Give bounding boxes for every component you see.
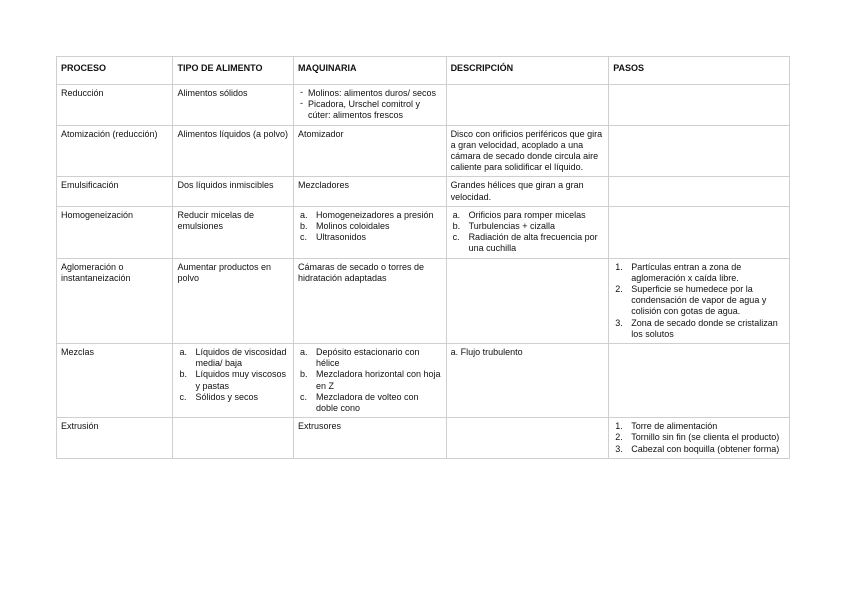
- header-proceso: PROCESO: [57, 57, 173, 85]
- table-row: [57, 418, 790, 459]
- list-text: Cabezal con boquilla (obtener forma): [631, 443, 780, 454]
- list-text: Mezcladora de volteo con doble cono: [315, 391, 419, 414]
- list-text: Tornillo sin fin (se clienta el producto): [631, 432, 780, 443]
- table-row: [57, 177, 790, 206]
- cell-maquinaria: [293, 206, 446, 258]
- list-text: Homogeneizadores a presión: [315, 209, 434, 220]
- list-text: Depósito estacionario con hélice: [315, 347, 420, 369]
- list-marker: b.: [299, 221, 308, 232]
- list-marker: b.: [452, 221, 461, 232]
- cell-proceso: Reducción: [57, 85, 173, 126]
- table-row: [57, 85, 790, 126]
- cell-descripcion: Grandes hélices que giran a gran velocidad.: [446, 177, 609, 206]
- cell-proceso: Homogeneización: [57, 206, 173, 258]
- cell-descripcion: [446, 206, 609, 258]
- list-text: Ultrasonidos: [315, 232, 366, 243]
- cell-proceso: Emulsificación: [57, 177, 173, 206]
- header-pasos: PASOS: [609, 57, 790, 85]
- list-item: [615, 261, 785, 284]
- cell-pasos: [609, 344, 790, 418]
- cell-pasos: [609, 85, 790, 126]
- list-text: Molinos coloidales: [315, 221, 390, 232]
- list-marker: c.: [452, 232, 460, 243]
- list-marker: 3.: [615, 443, 623, 454]
- list-item: [299, 221, 442, 232]
- cell-pasos: [609, 177, 790, 206]
- cell-descripcion: a. Flujo trubulento: [446, 344, 609, 418]
- list-item: [615, 432, 785, 443]
- list-marker: a.: [299, 347, 308, 358]
- table-row: [57, 258, 790, 343]
- cell-proceso: Aglomeración o instantaneización: [57, 258, 173, 343]
- list-text: Orificios para romper micelas: [468, 209, 586, 220]
- cell-proceso: Extrusión: [57, 418, 173, 459]
- list-text: Radiación de alta frecuencia por una cuchilla: [468, 232, 598, 254]
- list-text: Sólidos y secos: [195, 391, 258, 402]
- list-item: [299, 369, 442, 391]
- list-text: Torre de alimentación: [631, 421, 718, 432]
- list-marker: a.: [299, 209, 308, 220]
- cell-tipo: Reducir micelas de emulsiones: [173, 206, 293, 258]
- list-marker: c.: [179, 391, 187, 402]
- cell-descripcion: Disco con orificios periféricos que gira a gran velocidad, acoplado a una cámara de secado donde circula aire caliente para solidificar el líquido.: [446, 125, 609, 177]
- cell-tipo: Alimentos sólidos: [173, 85, 293, 126]
- cell-pasos: [609, 206, 790, 258]
- cell-maquinaria: [293, 85, 446, 126]
- list-item: [452, 209, 605, 221]
- list-marker: 3.: [615, 317, 623, 328]
- header-maquinaria: MAQUINARIA: [293, 57, 446, 85]
- cell-proceso: Mezclas: [57, 344, 173, 418]
- list-text: Superficie se humedece por la condensación de vapor de agua y colisión con gotas de agua.: [631, 284, 767, 317]
- list-marker: b.: [299, 369, 308, 380]
- process-table: [56, 56, 790, 459]
- cell-proceso: Atomización (reducción): [57, 125, 173, 177]
- cell-maquinaria: [293, 344, 446, 418]
- list-text: Líquidos de viscosidad media/ baja: [195, 347, 287, 369]
- header-tipo: TIPO DE ALIMENTO: [173, 57, 293, 85]
- table-row: [57, 344, 790, 418]
- list-marker: b.: [179, 369, 187, 380]
- list-item: - Picadora, Urschel comitrol y cúter: alimentos frescos: [308, 99, 442, 121]
- list-item: [179, 347, 288, 369]
- cell-maquinaria: Cámaras de secado o torres de hidratación adaptadas: [293, 258, 446, 343]
- cell-tipo: Dos líquidos inmiscibles: [173, 177, 293, 206]
- table-row: [57, 206, 790, 258]
- cell-maquinaria: Atomizador: [293, 125, 446, 177]
- list-item: [299, 347, 442, 369]
- cell-tipo: [173, 344, 293, 418]
- list-text: Partículas entran a zona de aglomeración x caída libre.: [631, 261, 742, 283]
- list-item: [299, 232, 442, 243]
- list-marker: a.: [179, 347, 187, 358]
- list-item: [299, 209, 442, 221]
- list-item: [179, 391, 288, 403]
- cell-pasos: [609, 125, 790, 177]
- list-item: [179, 369, 288, 391]
- cell-descripcion: [446, 85, 609, 126]
- cell-maquinaria: Mezcladores: [293, 177, 446, 206]
- list-item: [452, 232, 605, 254]
- cell-pasos: [609, 258, 790, 343]
- list-item: [452, 221, 605, 232]
- list-marker: a.: [452, 209, 461, 220]
- list-marker: 1.: [615, 261, 623, 272]
- list-marker: 1.: [615, 421, 623, 432]
- header-row: [57, 57, 790, 85]
- list-text: Mezcladora horizontal con hoja en Z: [315, 369, 441, 391]
- cell-descripcion: [446, 258, 609, 343]
- list-marker: 2.: [615, 432, 623, 443]
- list-marker: c.: [299, 232, 307, 243]
- cell-pasos: [609, 418, 790, 459]
- cell-tipo: Aumentar productos en polvo: [173, 258, 293, 343]
- list-text: Zona de secado donde se cristalizan los solutos: [631, 317, 778, 339]
- list-marker: c.: [299, 391, 307, 402]
- list-item: [615, 421, 785, 432]
- list-item: [299, 391, 442, 414]
- list-item: - Molinos: alimentos duros/ secos: [308, 88, 442, 99]
- list-text: Turbulencias + cizalla: [468, 221, 556, 232]
- cell-maquinaria: Extrusores: [293, 418, 446, 459]
- list-item: [615, 443, 785, 455]
- list-text: Líquidos muy viscosos y pastas: [195, 369, 287, 391]
- list-item: [615, 284, 785, 318]
- cell-descripcion: [446, 418, 609, 459]
- header-descripcion: DESCRIPCIÓN: [446, 57, 609, 85]
- cell-tipo: [173, 418, 293, 459]
- table-row: [57, 125, 790, 177]
- list-item: [615, 317, 785, 340]
- list-marker: 2.: [615, 284, 623, 295]
- cell-tipo: Alimentos líquidos (a polvo): [173, 125, 293, 177]
